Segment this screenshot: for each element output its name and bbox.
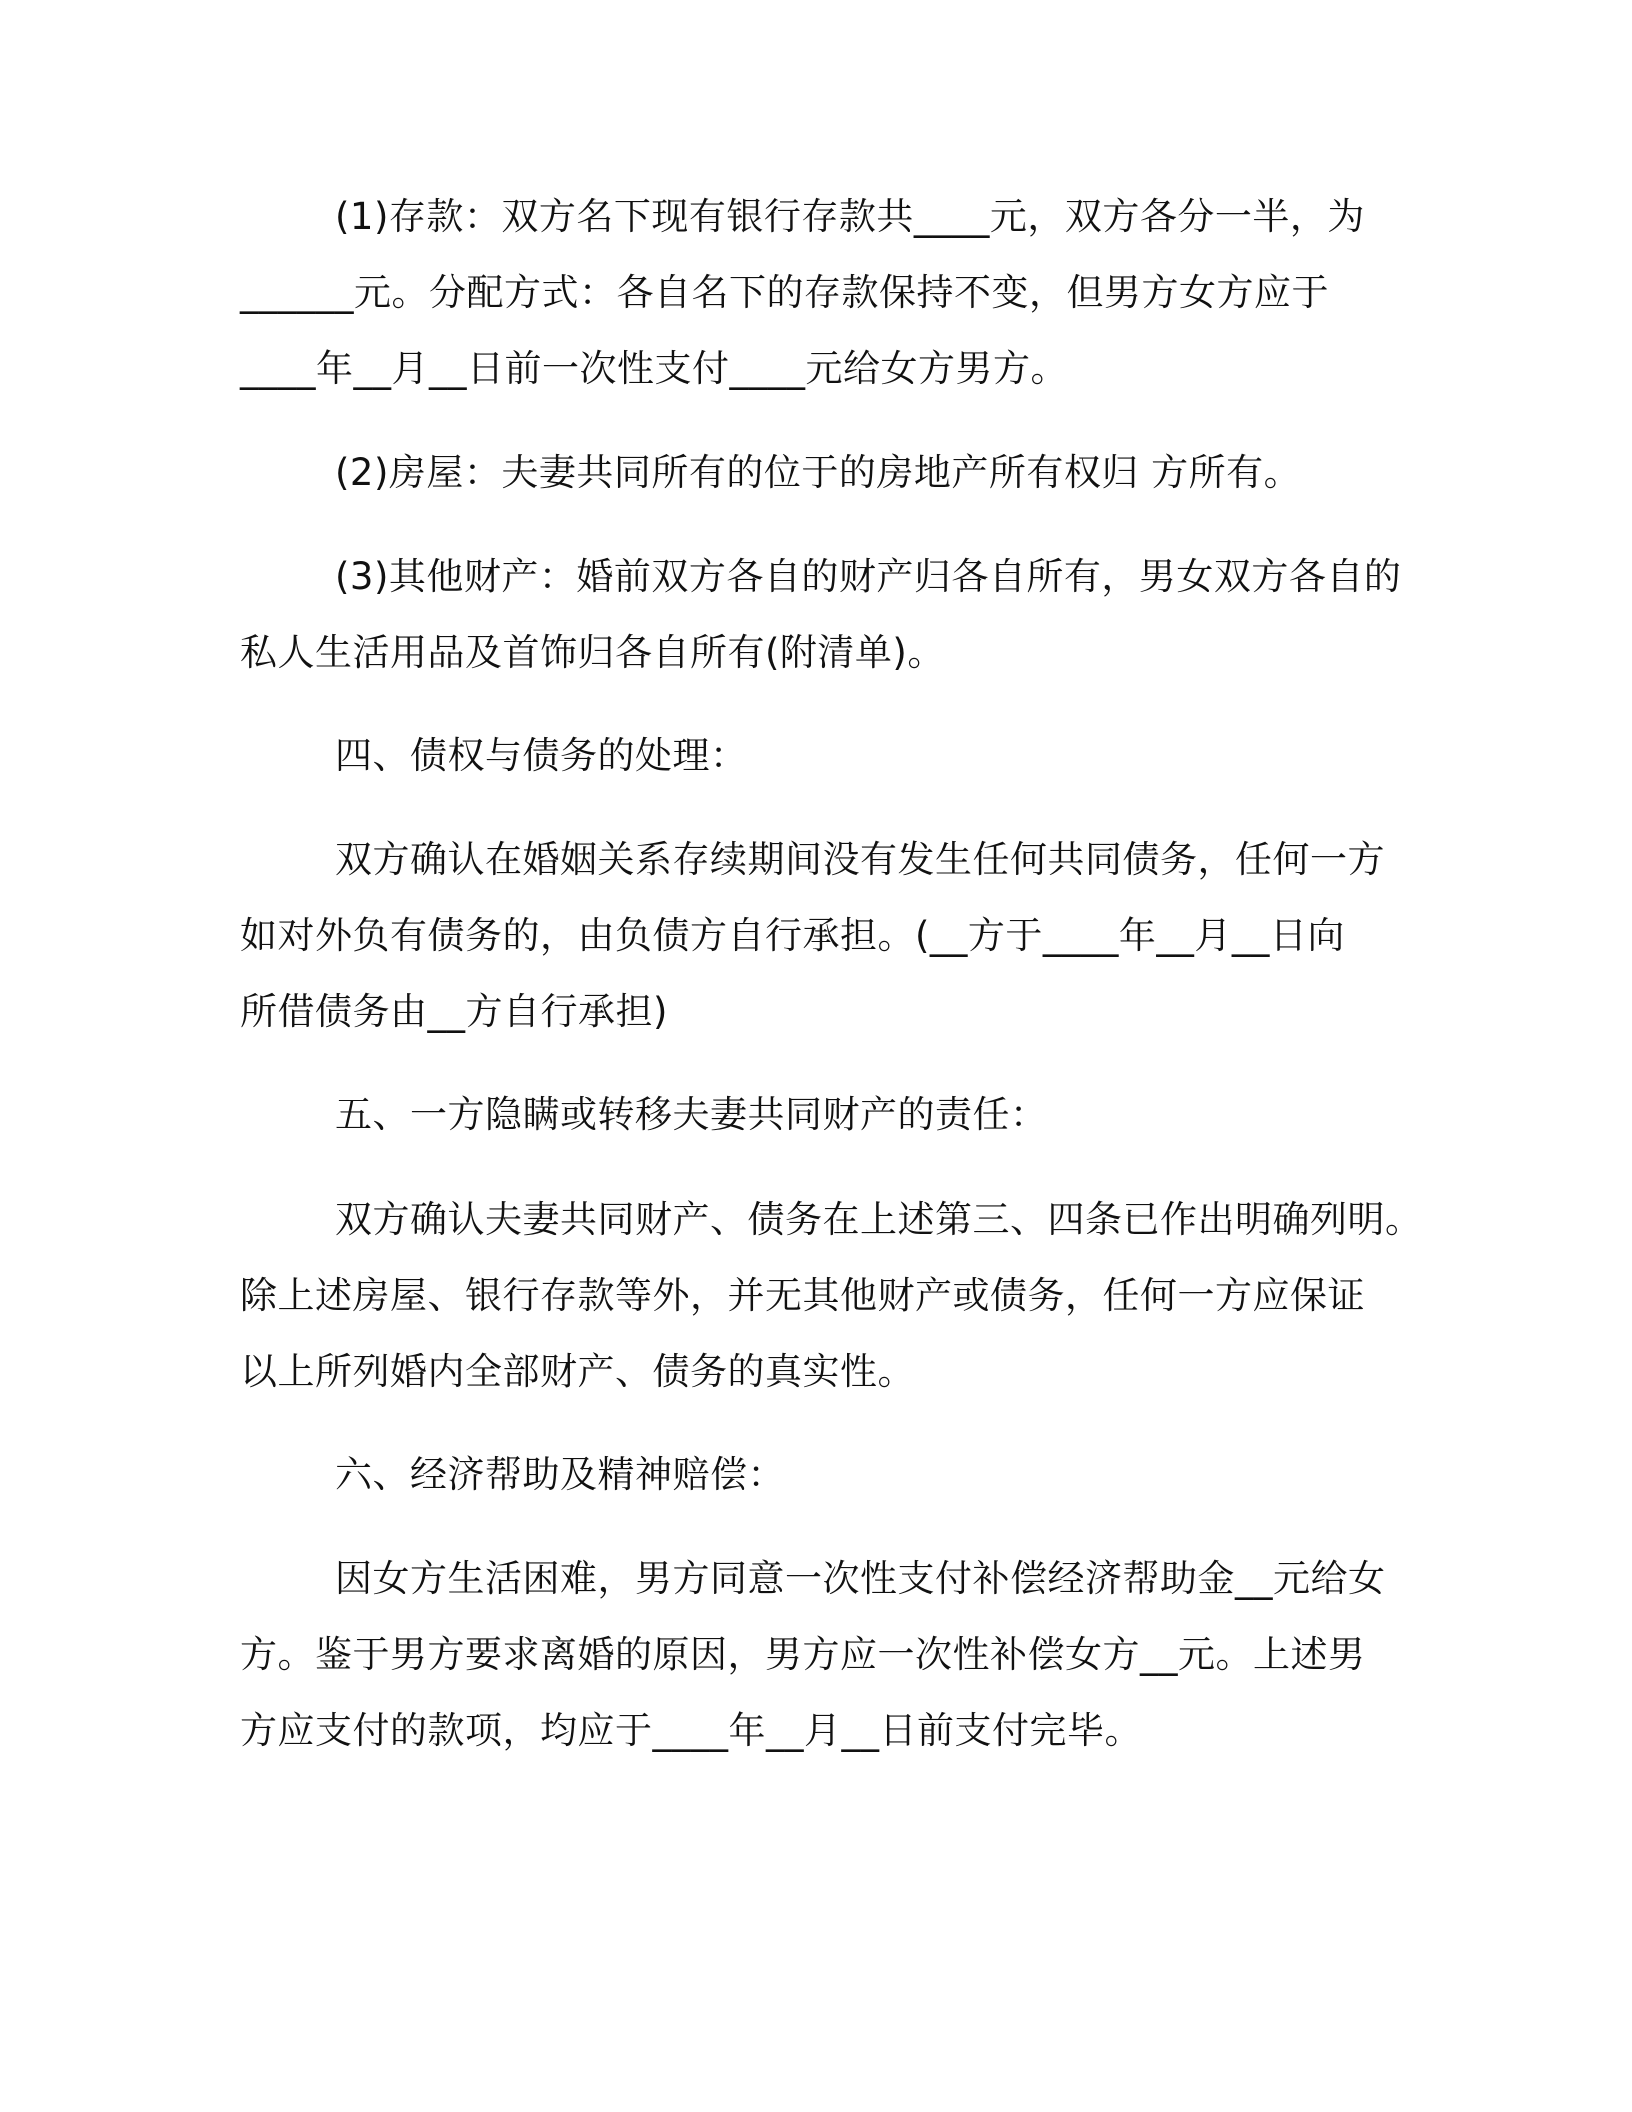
debt-paragraph-line-2: 如对外负有债务的，由负债方自行承担。(__方于____年__月__日向 bbox=[240, 914, 1345, 957]
section-six-heading: 六、经济帮助及精神赔偿： bbox=[335, 1453, 785, 1496]
section-four-heading: 四、债权与债务的处理： bbox=[335, 734, 748, 777]
debt-paragraph-line-3: 所借债务由__方自行承担) bbox=[240, 990, 668, 1033]
house-clause: (2)房屋：夫妻共同所有的位于的房地产所有权归 方所有。 bbox=[335, 451, 1302, 494]
savings-clause-line-3: ____年__月__日前一次性支付____元给女方男方。 bbox=[240, 347, 1068, 390]
other-property-line-2: 私人生活用品及首饰归各自所有(附清单)。 bbox=[240, 631, 945, 674]
debt-paragraph-line-1: 双方确认在婚姻关系存续期间没有发生任何共同债务，任何一方 bbox=[335, 838, 1385, 881]
section-five-heading: 五、一方隐瞒或转移夫妻共同财产的责任： bbox=[335, 1093, 1048, 1136]
other-property-line-1: (3)其他财产：婚前双方各自的财产归各自所有，男女双方各自的 bbox=[335, 555, 1402, 598]
savings-clause-line-2: ______元。分配方式：各自名下的存款保持不变，但男方女方应于 bbox=[240, 271, 1329, 314]
concealment-paragraph-line-3: 以上所列婚内全部财产、债务的真实性。 bbox=[240, 1350, 915, 1393]
savings-clause-line-1: (1)存款：双方名下现有银行存款共____元，双方各分一半，为 bbox=[335, 195, 1365, 238]
compensation-paragraph-line-1: 因女方生活困难，男方同意一次性支付补偿经济帮助金__元给女 bbox=[335, 1557, 1386, 1600]
concealment-paragraph-line-2: 除上述房屋、银行存款等外，并无其他财产或债务，任何一方应保证 bbox=[240, 1274, 1365, 1317]
compensation-paragraph-line-3: 方应支付的款项，均应于____年__月__日前支付完毕。 bbox=[240, 1709, 1142, 1752]
concealment-paragraph-line-1: 双方确认夫妻共同财产、债务在上述第三、四条已作出明确列明。 bbox=[335, 1198, 1423, 1241]
compensation-paragraph-line-2: 方。鉴于男方要求离婚的原因，男方应一次性补偿女方__元。上述男 bbox=[240, 1633, 1366, 1676]
